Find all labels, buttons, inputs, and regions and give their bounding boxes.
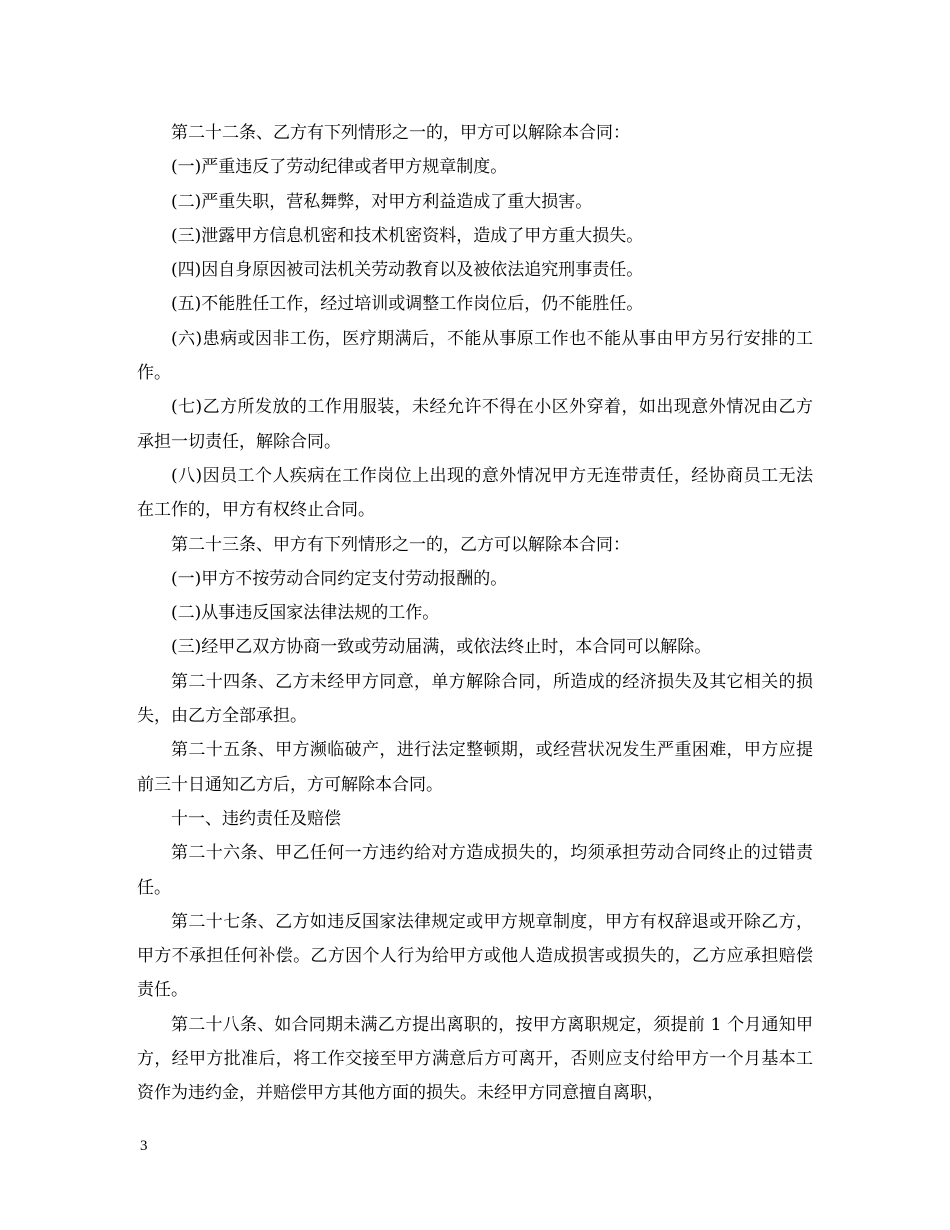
paragraph-article-26: 第二十六条、甲乙任何一方违约给对方造成损失的，均须承担劳动合同终止的过错责任。 bbox=[137, 843, 813, 898]
paragraph-clause-3: (三)经甲乙双方协商一致或劳动届满，或依法终止时，本合同可以解除。 bbox=[171, 637, 712, 658]
paragraph-article-25: 第二十五条、甲方濒临破产，进行法定整顿期，或经营状况发生严重困难，甲方应提前三十日通知乙方后，方可解除本合同。 bbox=[137, 740, 813, 795]
document-body bbox=[137, 116, 813, 1111]
paragraph-article-23: 第二十三条、甲方有下列情形之一的，乙方可以解除本合同： bbox=[171, 534, 630, 555]
section-heading: 十一、违约责任及赔偿 bbox=[171, 808, 341, 829]
paragraph-clause-8: (八)因员工个人疾病在工作岗位上出现的意外情况甲方无连带责任，经协商员工无法在工作的，甲方有权终止合同。 bbox=[137, 465, 813, 521]
paragraph-article-28: 第二十八条、如合同期未满乙方提出离职的，按甲方离职规定，须提前 1 个月通知甲方，经甲方批准后，将工作交接至甲方满意后方可离开，否则应支付给甲方一个月基本工资作为违约金，并赔偿甲方其他方面的损失。未经甲方同意擅自离职， bbox=[137, 1014, 813, 1104]
paragraph-article-24: 第二十四条、乙方未经甲方同意，单方解除合同，所造成的经济损失及其它相关的损失，由乙方全部承担。 bbox=[137, 671, 813, 727]
paragraph-clause-6: (六)患病或因非工伤，医疗期满后，不能从事原工作也不能从事由甲方另行安排的工作。 bbox=[137, 328, 813, 384]
paragraph-clause-7: (七)乙方所发放的工作用服装，未经允许不得在小区外穿着，如出现意外情况由乙方承担一切责任，解除合同。 bbox=[137, 397, 813, 452]
paragraph-article-27: 第二十七条、乙方如违反国家法律规定或甲方规章制度，甲方有权辞退或开除乙方，甲方不承担任何补偿。乙方因个人行为给甲方或他人造成损害或损失的，乙方应承担赔偿责任。 bbox=[137, 911, 813, 1001]
paragraph-clause-3: (三)泄露甲方信息机密和技术机密资料，造成了甲方重大损失。 bbox=[171, 225, 644, 246]
paragraph-article-22: 第二十二条、乙方有下列情形之一的，甲方可以解除本合同： bbox=[171, 123, 630, 143]
paragraph-clause-2: (二)从事违反国家法律法规的工作。 bbox=[171, 603, 440, 624]
paragraph-clause-1: (一)严重违反了劳动纪律或者甲方规章制度。 bbox=[171, 157, 508, 178]
paragraph-clause-4: (四)因自身原因被司法机关劳动教育以及被依法追究刑事责任。 bbox=[171, 260, 644, 281]
paragraph-clause-2: (二)严重失职，营私舞弊，对甲方利益造成了重大损害。 bbox=[171, 191, 593, 212]
paragraph-clause-5: (五)不能胜任工作，经过培训或调整工作岗位后，仍不能胜任。 bbox=[171, 294, 644, 315]
paragraph-clause-1: (一)甲方不按劳动合同约定支付劳动报酬的。 bbox=[171, 568, 508, 589]
page-number: 3 bbox=[140, 1138, 148, 1154]
